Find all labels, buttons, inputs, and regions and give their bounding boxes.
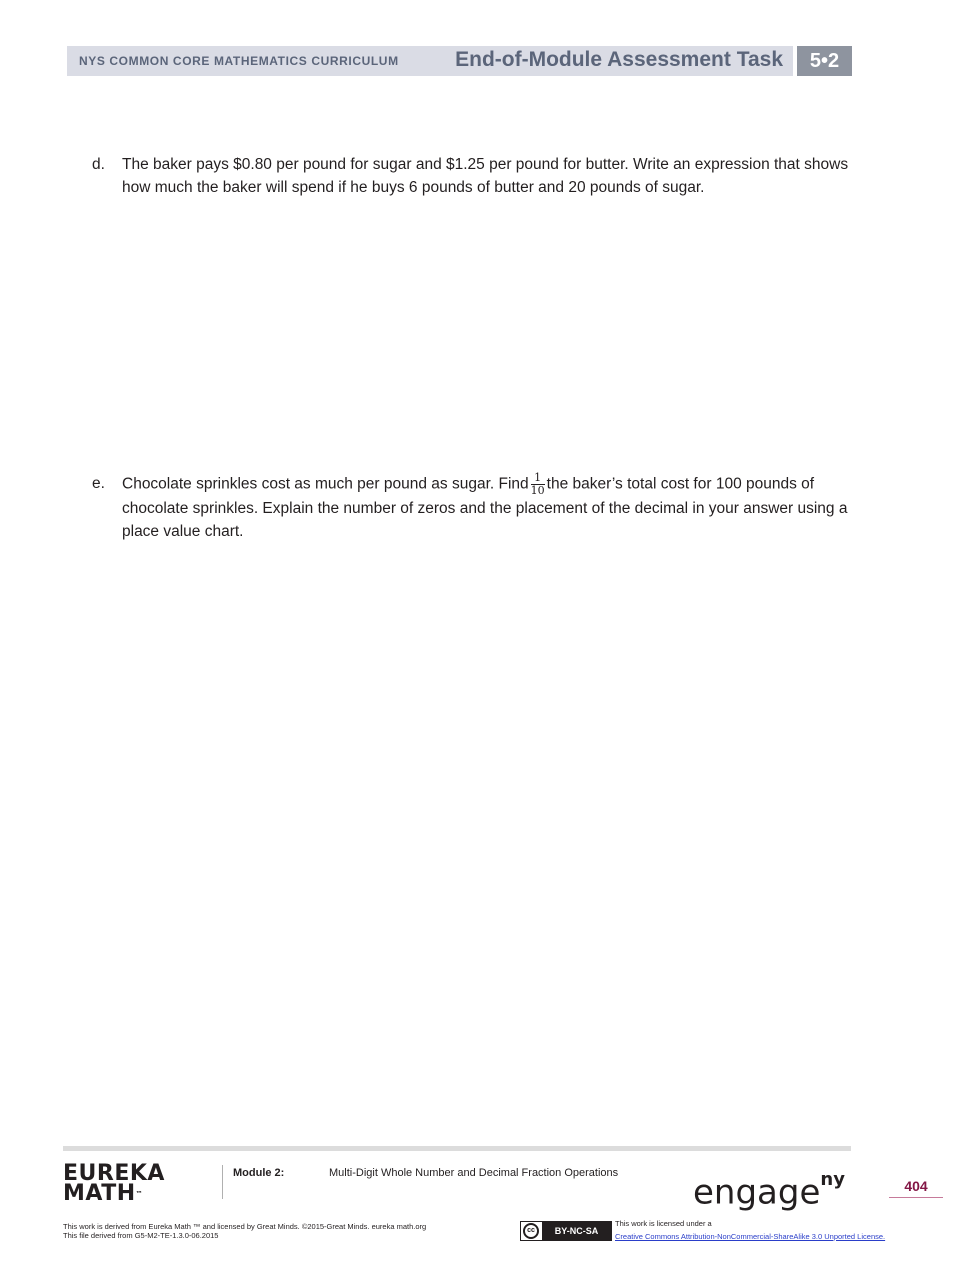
cc-icon: cc: [523, 1223, 539, 1239]
grade-module-badge: 5•2: [797, 46, 852, 76]
problem-text-before: Chocolate sprinkles cost as much per pound as sugar. Find: [122, 475, 529, 493]
license-link[interactable]: Creative Commons Attribution-NonCommercial-ShareAlike 3.0 Unported License.: [615, 1232, 886, 1241]
fraction-denominator: 10: [530, 484, 545, 497]
derived-notice: This work is derived from Eureka Math ™ and licensed by Great Minds. ©2015-Great Minds. eureka math.org: [63, 1222, 427, 1231]
logo-trademark: ™: [135, 1190, 144, 1198]
fraction-numerator: 1: [531, 472, 545, 485]
logo-line-1: EUREKA: [63, 1161, 165, 1186]
cc-license-label: BY-NC-SA: [542, 1222, 611, 1240]
problem-text-after: the baker’s total cost for 100 pounds of chocolate sprinkles. Explain the number of zeros and the placement of the decimal in your answer using a place value chart.: [122, 475, 848, 540]
problem-d: [92, 153, 852, 199]
problem-label: d.: [92, 156, 105, 173]
engage-word: engage: [693, 1172, 821, 1213]
file-notice: This file derived from G5-M2-TE-1.3.0-06.2015: [63, 1231, 219, 1240]
problem-text: The baker pays $0.80 per pound for sugar and $1.25 per pound for butter. Write an expression that shows how much the baker will spend if he buys 6 pounds of butter and 20 pounds of sugar.: [122, 156, 849, 196]
footer-rule: [63, 1146, 851, 1151]
module-title: Multi-Digit Whole Number and Decimal Fraction Operations: [329, 1167, 619, 1179]
problem-label: e.: [92, 475, 105, 492]
footer-divider: [222, 1165, 223, 1199]
page-number: 404: [889, 1178, 943, 1198]
engage-ny: ny: [820, 1169, 845, 1190]
fraction-one-tenth: [531, 472, 545, 497]
header-bar: [67, 46, 793, 76]
curriculum-title: NYS COMMON CORE MATHEMATICS CURRICULUM: [79, 54, 399, 68]
engageny-logo: [693, 1166, 845, 1212]
problem-e: [92, 472, 852, 543]
license-text: This work is licensed under a: [615, 1219, 712, 1228]
task-title: End-of-Module Assessment Task: [455, 48, 783, 71]
logo-line-2: MATH: [63, 1181, 136, 1206]
module-label: Module 2:: [233, 1167, 285, 1179]
problem-text: [122, 472, 852, 543]
eureka-math-logo: [63, 1161, 165, 1206]
cc-license-badge[interactable]: [520, 1221, 612, 1241]
